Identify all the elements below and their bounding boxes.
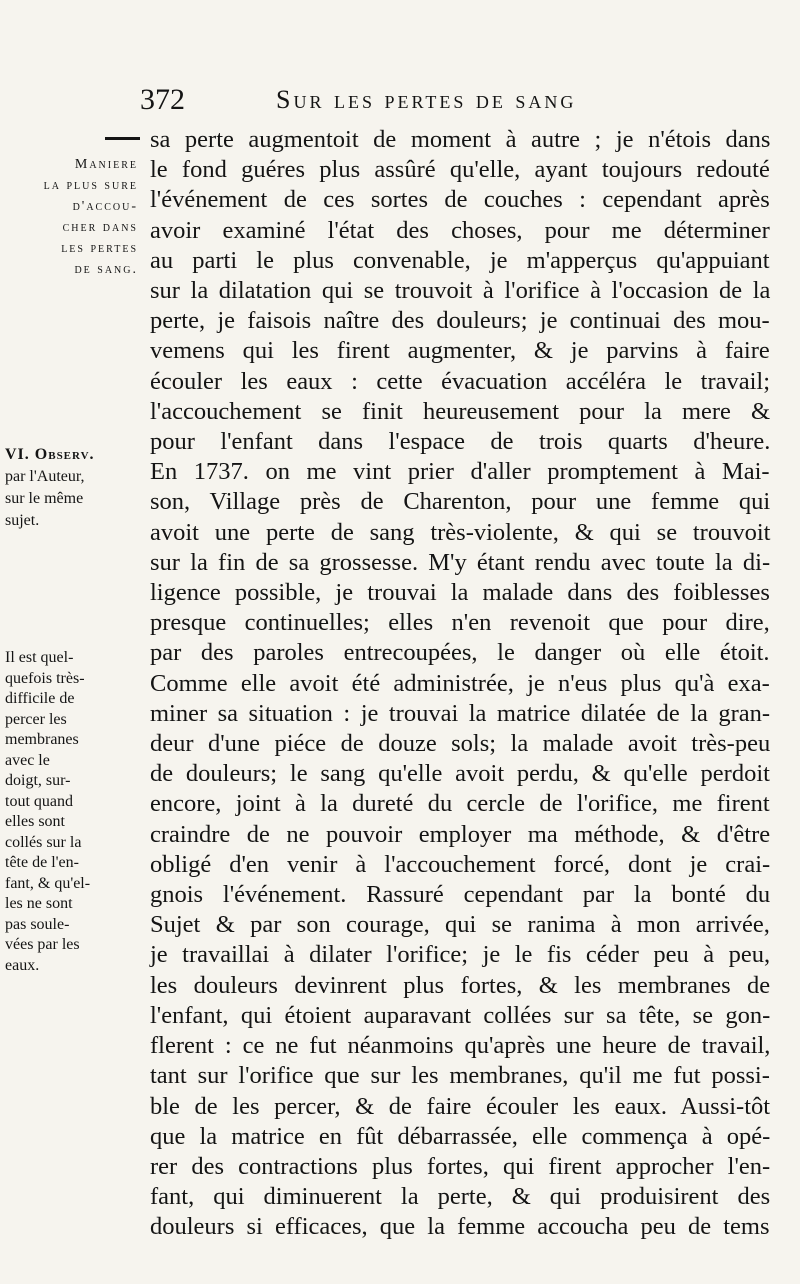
margin-note-line: VI. Observ. [5,446,95,463]
body-line: Comme elle avoit été administrée, je n'eus plus qu'à exa- [150,669,770,697]
body-line: au parti le plus convenable, je m'apperçus qu'appuiant [150,246,770,274]
margin-note-line: eaux. [5,956,40,974]
margin-note-line: percer les [5,710,67,728]
margin-rule [105,137,140,140]
body-line: écouler les eaux : cette évacuation accéléra le travail; [150,367,771,395]
body-line: avoir examiné l'état des choses, pour me déterminer [150,216,770,244]
margin-note-line: par l'Auteur, [5,468,85,485]
body-line: sur la dilatation qui se trouvoit à l'orifice à l'occasion de la [150,277,771,305]
body-line: gnois l'événement. Rassuré cependant par la bonté du [150,881,771,909]
margin-note-line: difficile de [5,690,75,707]
body-line: sa perte augmentoit de moment à autre ; je n'étois dans [150,126,771,153]
body-line: l'accouchement se finit heureusement pour la mere & [150,397,771,425]
margin-note-line: cher dans [62,220,138,235]
body-line: flerent : ce ne fut néanmoins qu'après une heure de travail, [150,1032,771,1060]
page-header [140,82,780,118]
body-line: sur la fin de sa grossesse. M'y étant rendu avec toute la di- [150,548,771,576]
margin-note-observation [5,444,145,532]
body-line: obligé d'en venir à l'accouchement forcé, dont je crai- [150,850,771,878]
margin-note-line: avec le [5,751,50,769]
body-line: l'enfant, qui étoient auparavant collées sur sa tête, se gon- [150,1001,771,1029]
margin-note-line: sur le même [5,490,84,507]
margin-note-line: la plus sure [43,178,138,193]
margin-note-line: Il est quel- [5,649,74,666]
margin-note-line: elles sont [5,813,65,830]
running-head: Sur les pertes de sang [276,85,577,114]
body-line: presque continuelles; elles n'en revenoit que pour dire, [150,609,770,637]
body-line: je travaillai à dilater l'orifice; je le fis céder peu à peu, [150,941,771,969]
body-line: douleurs si efficaces, que la femme accoucha peu de tems [150,1213,770,1241]
margin-note-line: tout quand [5,792,73,810]
body-line: de douleurs; le sang qu'elle avoit perdu, & qu'elle perdoit [150,760,770,788]
margin-note-line: les pertes [61,241,138,256]
body-line: encore, joint à la dureté du cercle de l'orifice, me firent [150,790,770,818]
body-line: ligence possible, je trouvai la malade dans des foiblesses [150,579,770,607]
body-line: deur d'une piéce de douze sols; la malade avoit très-peu [150,730,771,758]
body-line: tant sur l'orifice que sur les membranes, qu'il me fut possi- [150,1062,770,1090]
margin-note-membranes [5,648,145,976]
body-line: fant, qui diminuerent la perte, & qui produisirent des [150,1183,771,1211]
body-line: vemens qui les firent augmenter, & je parvins à faire [150,337,770,365]
margin-note-line: doigt, sur- [5,772,71,789]
margin-note-method [0,154,138,280]
body-line: craindre de ne pouvoir employer ma méthode, & d'être [150,820,771,848]
margin-note-line: pas soule- [5,915,70,933]
margin-note-line: sujet. [5,512,40,529]
margin-note-line: de sang. [74,262,138,277]
body-line: son, Village près de Charenton, pour une femme qui [150,488,771,516]
margin-note-line: quefois très- [5,669,85,687]
body-line: le fond guéres plus assûré qu'elle, ayant toujours redouté [150,156,770,184]
body-line: Sujet & par son courage, qui se ranima à mon arrivée, [150,911,770,939]
margin-note-line: d'accou- [72,199,138,214]
body-line: pour l'enfant dans l'espace de trois quarts d'heure. [150,428,771,456]
body-line: En 1737. on me vint prier d'aller promptement à Mai- [150,458,770,486]
body-line: avoit une perte de sang très-violente, & qui se trouvoit [150,518,771,546]
margin-note-line: les ne sont [5,895,73,912]
margin-note-line: collés sur la [5,833,82,851]
margin-note-line: Maniere [74,157,138,172]
body-line: que la matrice en fût débarrassée, elle commença à opé- [150,1122,771,1150]
body-line: l'événement de ces sortes de couches : cependant après [150,186,770,214]
body-line: rer des contractions plus fortes, qui firent approcher l'en- [150,1152,771,1180]
body-line: ble de les percer, & de faire écouler les eaux. Aussi-tôt [150,1092,771,1120]
body-text [150,125,770,1243]
margin-note-line: tête de l'en- [5,854,79,871]
body-line: miner sa situation : je trouvai la matrice dilatée de la gran- [150,699,771,727]
body-line: par des paroles entrecoupées, le danger où elle étoit. [150,639,770,667]
body-line: perte, je faisois naître des douleurs; je continuai des mou- [150,307,770,335]
body-line: les douleurs devinrent plus fortes, & les membranes de [150,971,771,999]
margin-note-line: membranes [5,731,79,748]
page-number: 372 [140,83,185,116]
margin-note-line: fant, & qu'el- [5,874,91,892]
margin-note-line: vées par les [5,936,80,953]
